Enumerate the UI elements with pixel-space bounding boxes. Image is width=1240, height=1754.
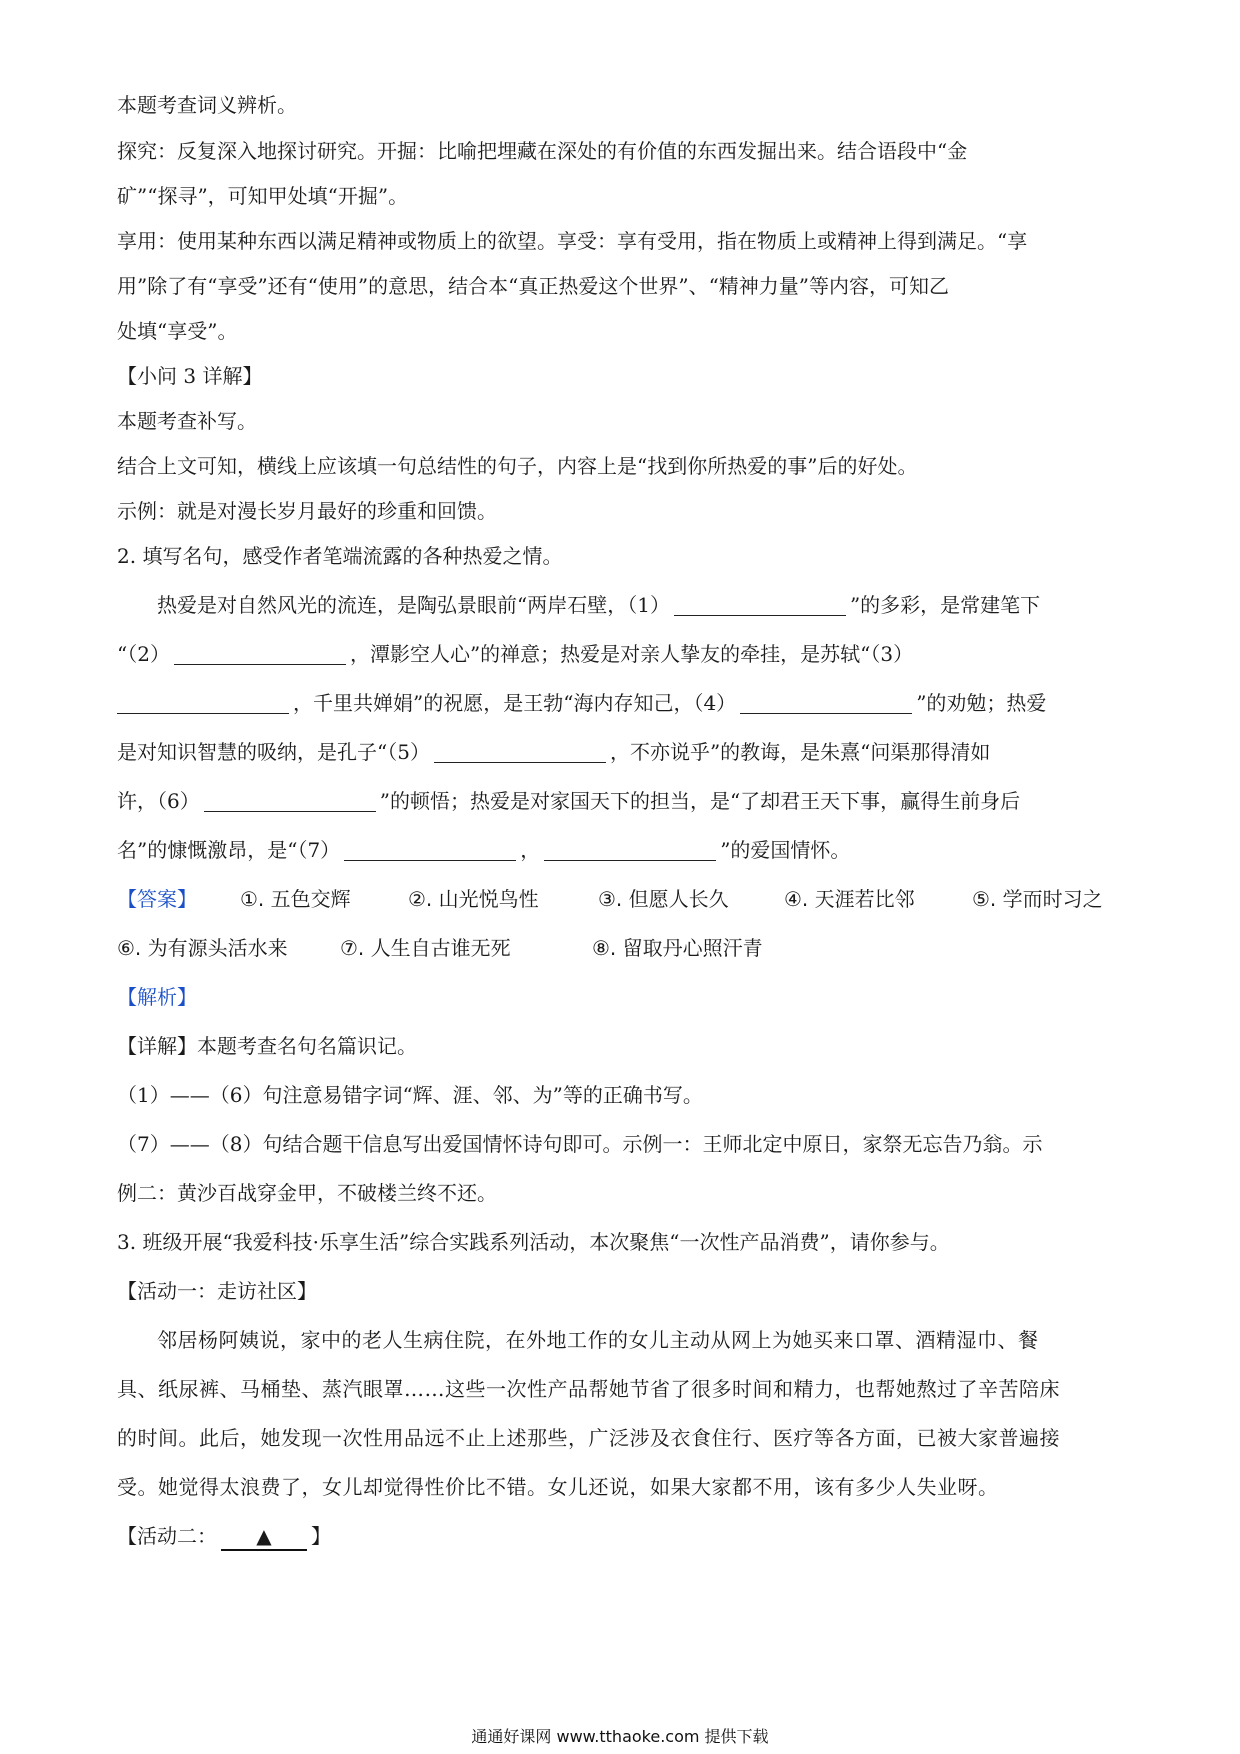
- poem-line: [117, 690, 1046, 716]
- text-line: 示例：就是对漫长岁月最好的珍重和回馈。: [117, 499, 497, 523]
- text-line: （7）——（8）句结合题干信息写出爱国情怀诗句即可。示例一：王师北定中原日，家祭无忘告乃翁。示: [117, 1132, 1043, 1156]
- answer-item: ③. 但愿人长久: [598, 887, 729, 911]
- answer-blank-7[interactable]: [344, 840, 516, 861]
- analysis-label: 【解析】: [117, 985, 197, 1009]
- poem-line: [117, 788, 1020, 814]
- text-line: 结合上文可知，横线上应该填一句总结性的句子，内容上是“找到你所热爱的事”后的好处。: [117, 454, 918, 478]
- poem-text: 许，（6）: [117, 789, 200, 813]
- text-line: 享用：使用某种东西以满足精神或物质上的欲望。享受：享有受用，指在物质上或精神上得到满足。“享: [117, 229, 1028, 253]
- answer-item: ⑦. 人生自古谁无死: [340, 936, 511, 960]
- answer-blank-8[interactable]: [544, 840, 716, 861]
- poem-text: 名”的慷慨激昂，是“（7）: [117, 838, 341, 862]
- answer-blank-2[interactable]: [174, 644, 346, 665]
- activity-blank[interactable]: [221, 1523, 307, 1551]
- poem-text: ”的劝勉；热爱: [916, 691, 1047, 715]
- poem-text: ”的多彩，是常建笔下: [849, 593, 1041, 617]
- activity-heading-text: 】: [311, 1524, 331, 1548]
- section-heading: 【小问 3 详解】: [117, 364, 263, 388]
- poem-line: [117, 837, 850, 863]
- text-line: 邻居杨阿姨说，家中的老人生病住院，在外地工作的女儿主动从网上为她买来口罩、酒精湿巾、餐: [157, 1328, 1039, 1352]
- poem-line: [157, 592, 1040, 618]
- poem-text: ”的爱国情怀。: [720, 838, 851, 862]
- answer-item: ⑥. 为有源头活水来: [117, 936, 288, 960]
- poem-line: [117, 641, 913, 667]
- text-line: 本题考查词义辨析。: [117, 93, 297, 117]
- answer-label: 【答案】: [117, 887, 197, 911]
- answer-blank-1[interactable]: [674, 595, 846, 616]
- answer-item: ②. 山光悦鸟性: [408, 887, 539, 911]
- triangle-icon: ▲: [256, 1524, 272, 1548]
- answer-blank-5[interactable]: [434, 742, 606, 763]
- answer-item: ①. 五色交辉: [240, 887, 351, 911]
- poem-text: ，不亦说乎”的教诲，是朱熹“问渠那得清如: [609, 740, 991, 764]
- text-line: 具、纸尿裤、马桶垫、蒸汽眼罩……这些一次性产品帮她节省了很多时间和精力，也帮她熬过了辛苦陪床: [117, 1377, 1060, 1401]
- poem-text: “（2）: [117, 642, 170, 666]
- text-line: 探究：反复深入地探讨研究。开掘：比喻把埋藏在深处的有价值的东西发掘出来。结合语段中“金: [117, 139, 968, 163]
- answer-item: ⑤. 学而时习之: [972, 887, 1103, 911]
- text-line: 本题考查补写。: [117, 409, 257, 433]
- poem-text: ，潭影空人心”的禅意；热爱是对亲人挚友的牵挂，是苏轼“（3）: [349, 642, 914, 666]
- text-line: 的时间。此后，她发现一次性用品远不止上述那些，广泛涉及衣食住行、医疗等各方面，已被大家普遍接: [117, 1426, 1060, 1450]
- poem-text: ，: [520, 838, 541, 862]
- text-line: 例二：黄沙百战穿金甲，不破楼兰终不还。: [117, 1181, 497, 1205]
- activity-heading: [117, 1523, 331, 1551]
- answer-item: ④. 天涯若比邻: [784, 887, 915, 911]
- poem-text: ”的顿悟；热爱是对家国天下的担当，是“了却君王天下事，赢得生前身后: [379, 789, 1021, 813]
- text-line: 受。她觉得太浪费了，女儿却觉得性价比不错。女儿还说，如果大家都不用，该有多少人失业呀。: [117, 1475, 999, 1499]
- answer-blank-4[interactable]: [740, 693, 912, 714]
- text-line: 用”除了有“享受”还有“使用”的意思，结合本“真正热爱这个世界”、“精神力量”等内容，可知乙: [117, 274, 950, 298]
- answer-blank-3[interactable]: [117, 693, 289, 714]
- poem-text: 热爱是对自然风光的流连，是陶弘景眼前“两岸石壁，（1）: [157, 593, 670, 617]
- question-title: 2. 填写名句，感受作者笔端流露的各种热爱之情。: [117, 544, 563, 568]
- page-footer: 通通好课网 www.tthaoke.com 提供下载: [471, 1727, 769, 1746]
- poem-line: [117, 739, 990, 765]
- text-line: 处填“享受”。: [117, 319, 238, 343]
- poem-text: ，千里共婵娟”的祝愿，是王勃“海内存知己，（4）: [293, 691, 737, 715]
- activity-heading: 【活动一：走访社区】: [117, 1279, 317, 1303]
- answer-item: ⑧. 留取丹心照汗青: [592, 936, 763, 960]
- question-title: 3. 班级开展“我爱科技·乐享生活”综合实践系列活动，本次聚焦“一次性产品消费”，请你参与。: [117, 1230, 950, 1254]
- answer-blank-6[interactable]: [204, 791, 376, 812]
- text-line: （1）——（6）句注意易错字词“辉、涯、邻、为”等的正确书写。: [117, 1083, 703, 1107]
- text-line: 矿”“探寻”，可知甲处填“开掘”。: [117, 184, 409, 208]
- text-line: 【详解】本题考查名句名篇识记。: [117, 1034, 417, 1058]
- activity-heading-text: 【活动二：: [117, 1524, 217, 1548]
- poem-text: 是对知识智慧的吸纳，是孔子“（5）: [117, 740, 430, 764]
